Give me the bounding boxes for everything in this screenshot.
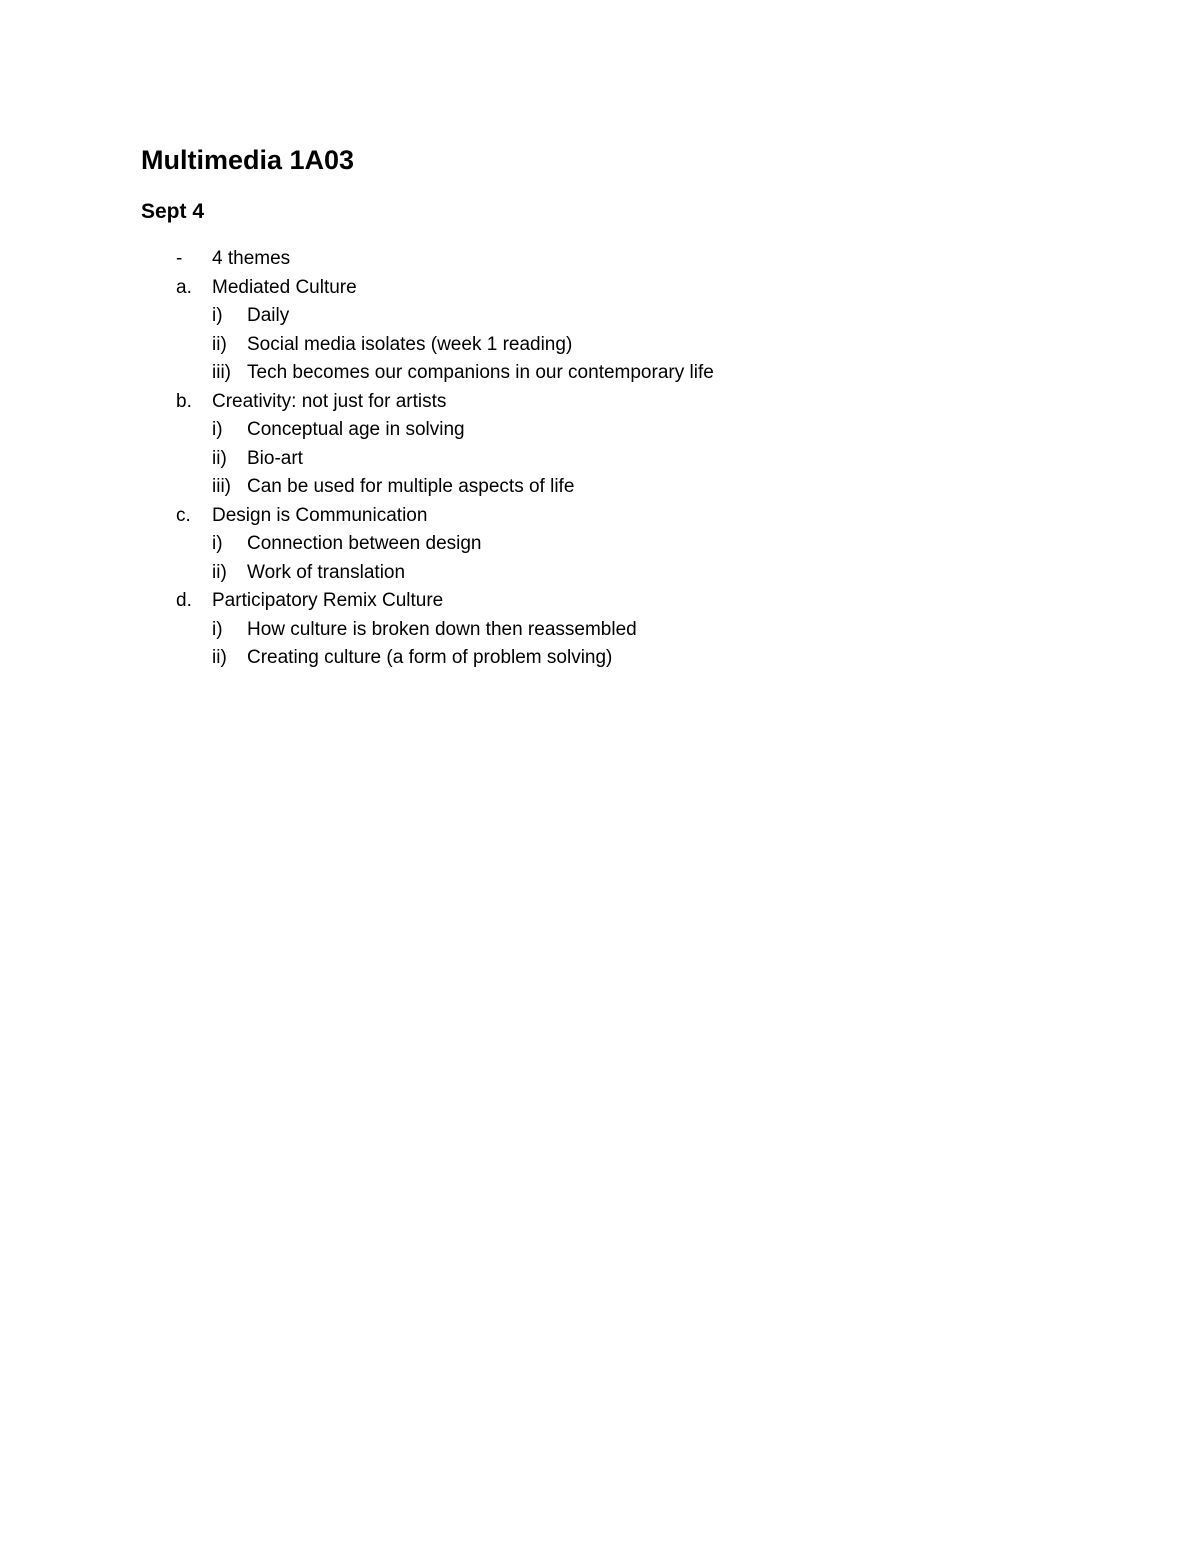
outline-subitem xyxy=(0,644,1200,673)
outline-subitem xyxy=(0,359,1200,388)
list-marker: ii) xyxy=(212,447,227,469)
list-item-text: Participatory Remix Culture xyxy=(212,590,444,611)
list-item-text: Bio-art xyxy=(247,447,303,469)
outline-item xyxy=(0,245,1200,274)
list-marker: i) xyxy=(212,305,223,326)
list-item-text: Mediated Culture xyxy=(212,276,357,298)
list-marker: i) xyxy=(212,533,223,554)
list-marker: i) xyxy=(212,419,223,440)
list-marker: iii) xyxy=(212,476,231,497)
outline-subitem xyxy=(0,331,1200,360)
list-item-text: Conceptual age in solving xyxy=(247,419,465,440)
list-marker: iii) xyxy=(212,362,231,383)
list-item-text: Can be used for multiple aspects of life xyxy=(247,476,575,497)
outline-subitem xyxy=(0,530,1200,559)
list-item-text: Work of translation xyxy=(247,561,406,583)
list-marker: d. xyxy=(176,590,192,611)
outline-subitem xyxy=(0,616,1200,645)
list-item-text: Design is Communication xyxy=(212,504,428,526)
list-item-text: Tech becomes our companions in our contemporary life xyxy=(247,362,714,383)
document-title: Multimedia 1A03 xyxy=(141,145,355,175)
list-marker: ii) xyxy=(212,647,227,668)
list-item-text: Social media isolates (week 1 reading) xyxy=(247,333,573,355)
outline-item xyxy=(0,587,1200,616)
list-marker: - xyxy=(176,248,183,269)
outline-item xyxy=(0,274,1200,303)
list-marker: c. xyxy=(176,504,191,526)
list-marker: ii) xyxy=(212,333,227,355)
list-marker: ii) xyxy=(212,561,227,583)
list-item-text: 4 themes xyxy=(212,248,291,269)
list-item-text: Daily xyxy=(247,305,290,326)
outline-subitem xyxy=(0,559,1200,588)
outline-subitem xyxy=(0,416,1200,445)
list-marker: b. xyxy=(176,390,192,412)
list-item-text: Creativity: not just for artists xyxy=(212,390,447,412)
list-item-text: Connection between design xyxy=(247,533,482,554)
outline-subitem xyxy=(0,473,1200,502)
outline-item xyxy=(0,388,1200,417)
outline-subitem xyxy=(0,302,1200,331)
outline-item xyxy=(0,502,1200,531)
list-marker: i) xyxy=(212,618,223,640)
list-item-text: Creating culture (a form of problem solving) xyxy=(247,647,613,668)
list-item-text: How culture is broken down then reassembled xyxy=(247,618,637,640)
section-heading-date: Sept 4 xyxy=(141,200,205,223)
list-marker: a. xyxy=(176,276,192,298)
notes-outline xyxy=(0,245,1200,673)
outline-subitem xyxy=(0,445,1200,474)
